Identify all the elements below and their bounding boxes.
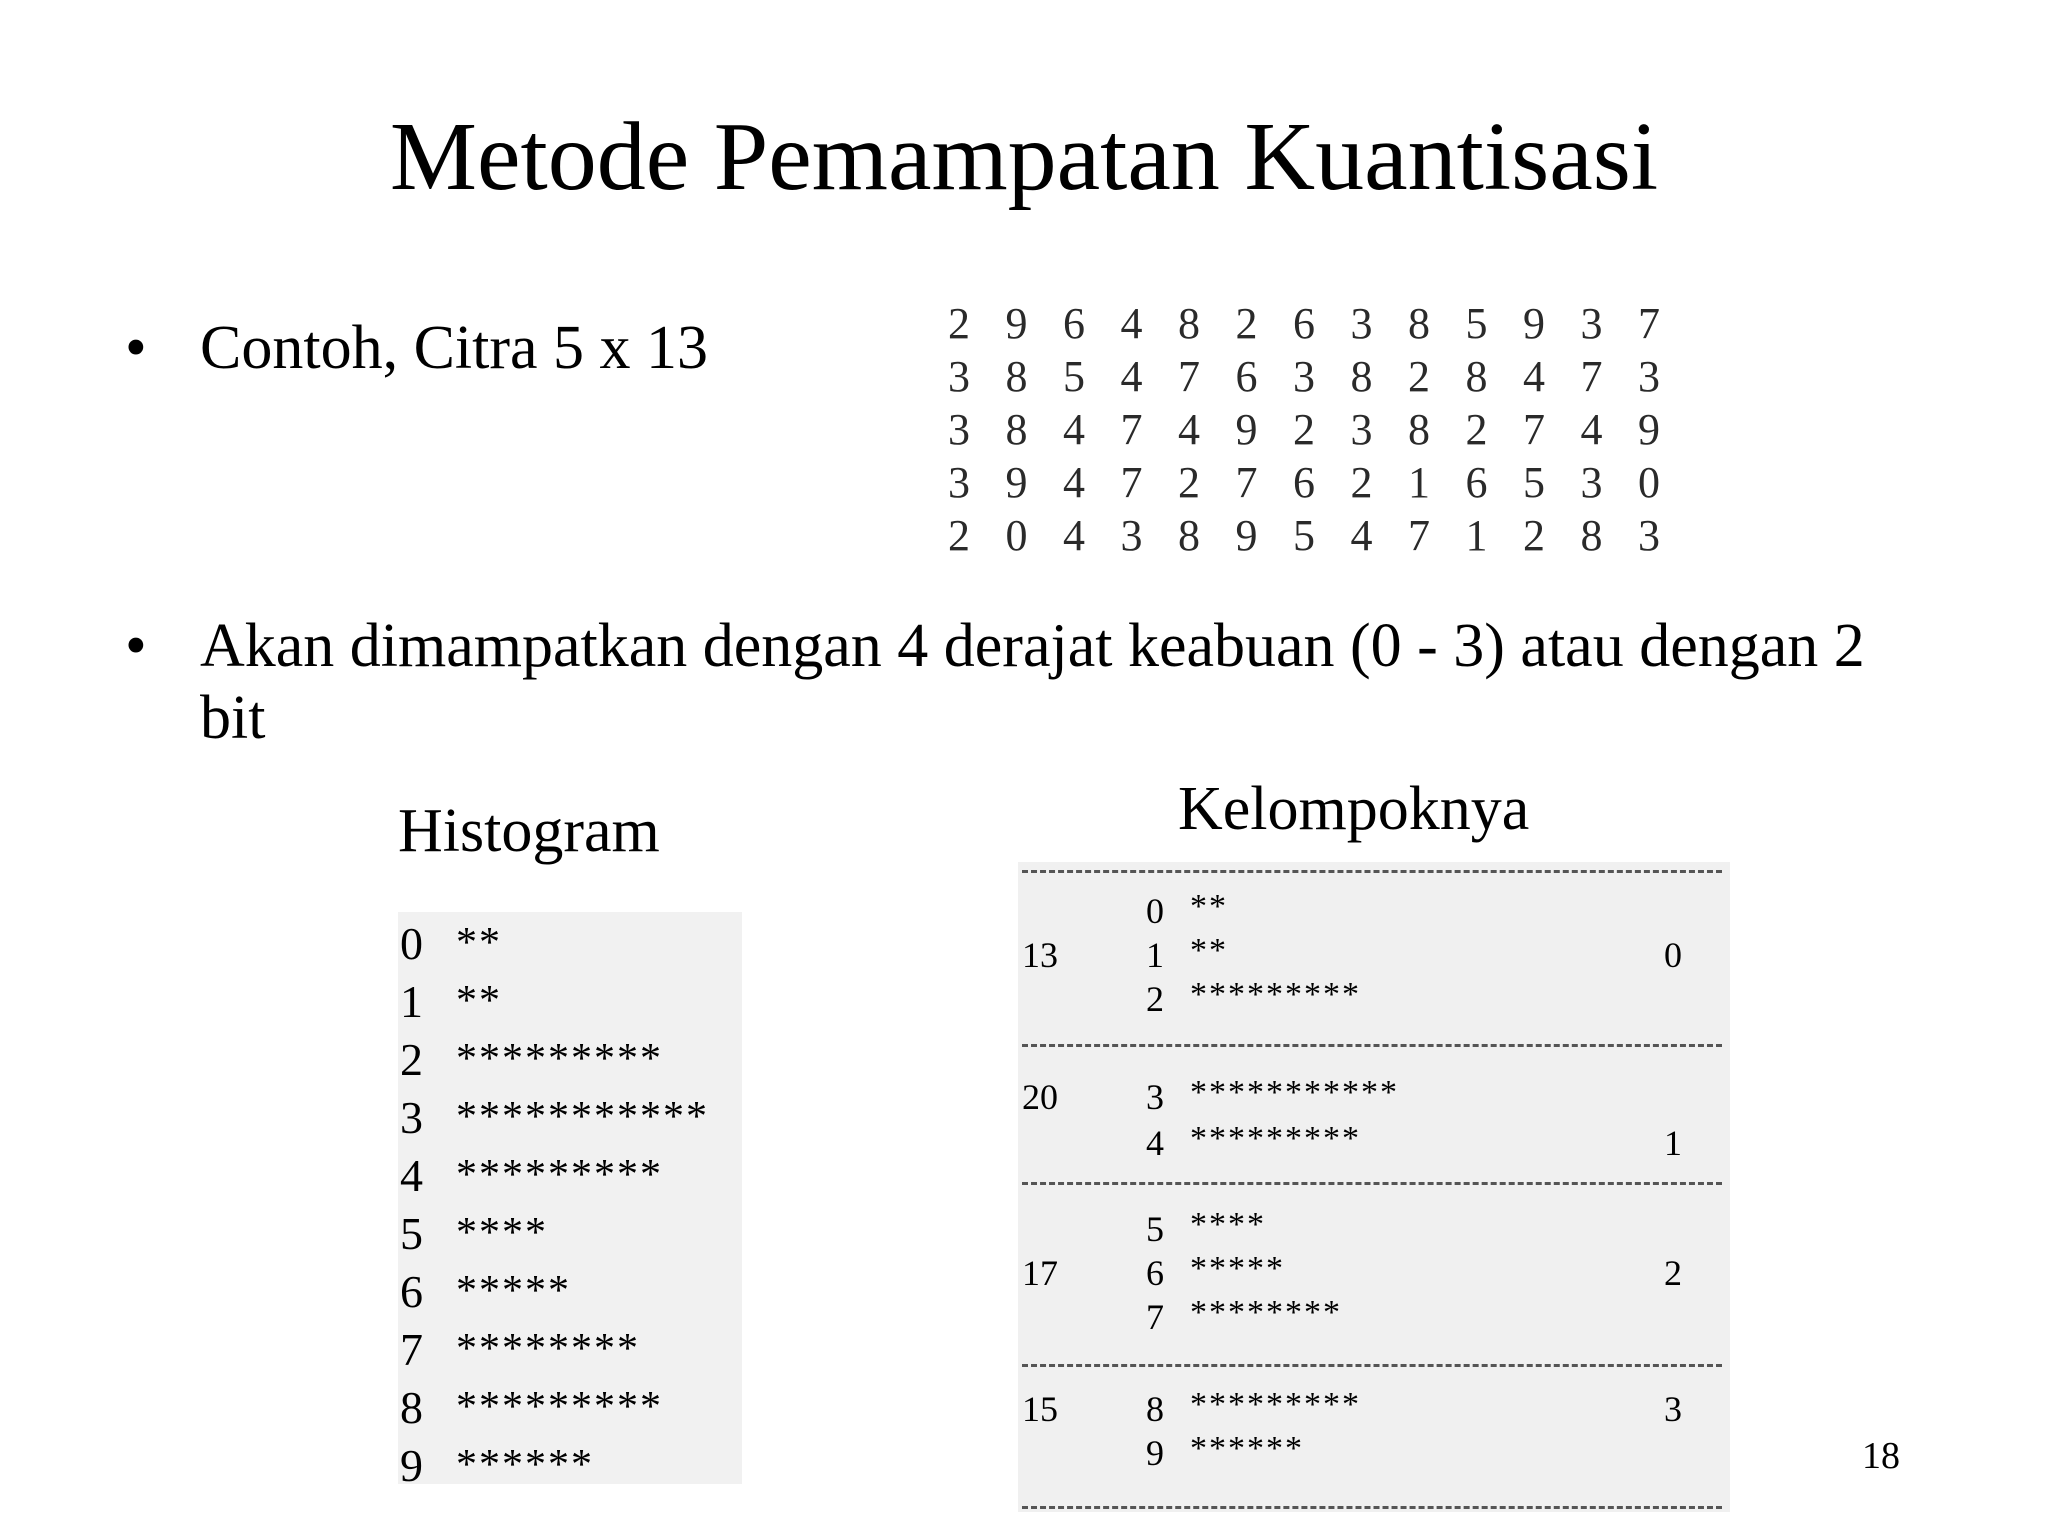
histogram-level: 7	[400, 1323, 423, 1375]
matrix-cell: 9	[1235, 511, 1258, 560]
matrix-cell: 8	[1178, 299, 1200, 348]
histogram-row	[398, 1204, 548, 1262]
group-code: 0	[1664, 935, 1682, 975]
matrix-cell: 7	[1120, 458, 1143, 507]
group-stars: *********	[1190, 1120, 1361, 1157]
group-level: 9	[1146, 1433, 1164, 1473]
matrix-cell: 2	[1523, 511, 1545, 560]
group-level: 5	[1146, 1209, 1164, 1249]
matrix-cell: 3	[948, 458, 970, 507]
histogram-stars: **	[456, 978, 502, 1024]
matrix-cell: 8	[1408, 299, 1430, 348]
matrix-cell: 4	[1580, 405, 1603, 454]
group-level: 1	[1146, 935, 1164, 975]
matrix-cell: 7	[1638, 299, 1660, 348]
group-level: 2	[1146, 979, 1164, 1019]
matrix-cell: 5	[1523, 458, 1545, 507]
matrix-cell: 3	[1580, 299, 1603, 348]
histogram-stars: *********	[456, 1152, 663, 1198]
bullet-text: Contoh, Citra 5 x 13	[200, 314, 709, 382]
matrix-cell: 9	[1235, 405, 1258, 454]
matrix-cell: 3	[1638, 511, 1660, 560]
group-stars: ****	[1190, 1206, 1266, 1243]
matrix-cell: 2	[1293, 405, 1315, 454]
matrix-cell: 7	[1235, 458, 1258, 507]
matrix-cell: 9	[1005, 458, 1028, 507]
histogram-stars: ********	[456, 1326, 640, 1372]
group-code: 2	[1664, 1253, 1682, 1293]
matrix-cell: 1	[1465, 511, 1488, 560]
matrix-cell: 3	[1350, 299, 1373, 348]
group-count: 15	[1022, 1389, 1058, 1429]
group-stars: *****	[1190, 1250, 1285, 1287]
matrix-cell: 4	[1063, 458, 1085, 507]
matrix-cell: 9	[1638, 405, 1660, 454]
histogram-level: 2	[400, 1033, 423, 1085]
matrix-cell: 2	[1350, 458, 1373, 507]
matrix-cell: 7	[1178, 352, 1200, 401]
histogram-stars: *****	[456, 1268, 571, 1314]
matrix-cell: 1	[1408, 458, 1430, 507]
histogram-stars: *********	[456, 1036, 663, 1082]
matrix-cell: 4	[1120, 352, 1143, 401]
histogram-row	[398, 1378, 663, 1436]
matrix-cell: 7	[1408, 511, 1430, 560]
histogram-level: 0	[400, 917, 423, 969]
matrix-cell: 6	[1293, 299, 1315, 348]
matrix-cell: 5	[1063, 352, 1085, 401]
histogram-stars: ******	[456, 1442, 594, 1488]
matrix-cell: 3	[1350, 405, 1373, 454]
group-code: 1	[1664, 1123, 1682, 1163]
histogram-level: 4	[400, 1149, 423, 1201]
group-stars: **	[1190, 888, 1228, 925]
histogram-level: 3	[400, 1091, 423, 1143]
matrix-cell: 3	[1638, 352, 1660, 401]
group-stars: *********	[1190, 1386, 1361, 1423]
bullet-text: Akan dimampatkan dengan 4 derajat keabuan (0 - 3) atau dengan 2 bit	[200, 612, 1865, 752]
histogram-row	[398, 1146, 663, 1204]
histogram-level: 1	[400, 975, 423, 1027]
matrix-cell: 6	[1293, 458, 1315, 507]
group-count: 17	[1022, 1253, 1058, 1293]
bullet-dot: •	[125, 314, 147, 382]
histogram-panel	[398, 912, 742, 1491]
matrix-cell: 3	[1580, 458, 1603, 507]
group-stars: ********	[1190, 1294, 1342, 1331]
matrix-cell: 3	[1120, 511, 1143, 560]
group-level: 4	[1146, 1123, 1164, 1163]
matrix-cell: 4	[1350, 511, 1373, 560]
matrix-cell: 9	[1005, 299, 1028, 348]
bullet-dot: •	[125, 612, 147, 680]
histogram-stars: ****	[456, 1210, 548, 1256]
matrix-cell: 8	[1408, 405, 1430, 454]
histogram-row	[398, 1320, 640, 1378]
groups-panel	[1018, 862, 1730, 1512]
histogram-row	[398, 972, 502, 1030]
matrix-cell: 2	[1408, 352, 1430, 401]
group-stars: ***********	[1190, 1074, 1399, 1111]
matrix-cell: 3	[948, 405, 970, 454]
matrix-cell: 5	[1465, 299, 1488, 348]
histogram-stars: ***********	[456, 1094, 709, 1140]
histogram-stars: *********	[456, 1384, 663, 1430]
matrix-cell: 3	[948, 352, 970, 401]
matrix-cell: 6	[1465, 458, 1488, 507]
matrix-cell: 7	[1523, 405, 1545, 454]
matrix-cell: 4	[1523, 352, 1545, 401]
group-divider	[1022, 870, 1722, 873]
group-count: 20	[1022, 1077, 1058, 1117]
matrix-cell: 4	[1063, 405, 1085, 454]
matrix-cell: 2	[948, 511, 970, 560]
matrix-cell: 8	[1178, 511, 1200, 560]
group-code: 3	[1664, 1389, 1682, 1429]
histogram-level: 8	[400, 1381, 423, 1433]
histogram-level: 9	[400, 1439, 423, 1491]
matrix-cell: 2	[1465, 405, 1488, 454]
group-divider	[1022, 1506, 1722, 1509]
histogram-row	[398, 1030, 663, 1088]
matrix-cell: 6	[1063, 299, 1085, 348]
matrix-cell: 8	[1350, 352, 1373, 401]
group-stars: *********	[1190, 976, 1361, 1013]
group-level: 0	[1146, 891, 1164, 931]
image-matrix	[948, 298, 1696, 563]
matrix-cell: 8	[1005, 352, 1028, 401]
histogram-row	[398, 1262, 571, 1320]
group-stars: **	[1190, 932, 1228, 969]
histogram-stars: **	[456, 920, 502, 966]
histogram-row	[398, 1436, 594, 1494]
group-level: 7	[1146, 1297, 1164, 1337]
matrix-cell: 0	[1638, 458, 1660, 507]
matrix-cell: 8	[1005, 405, 1028, 454]
kelompok-caption: Kelompoknya	[1178, 775, 1530, 843]
slide-title: Metode Pemampatan Kuantisasi	[389, 103, 1659, 211]
group-divider	[1022, 1364, 1722, 1367]
bullet-example	[125, 312, 709, 384]
group-count: 13	[1022, 935, 1058, 975]
bullet-description	[125, 610, 1900, 754]
matrix-cell: 4	[1063, 511, 1085, 560]
histogram-caption: Histogram	[398, 797, 660, 865]
matrix-cell: 4	[1120, 299, 1143, 348]
matrix-cell: 4	[1178, 405, 1200, 454]
matrix-cell: 8	[1580, 511, 1603, 560]
matrix-cell: 2	[948, 299, 970, 348]
matrix-cell: 9	[1523, 299, 1545, 348]
matrix-cell: 3	[1293, 352, 1315, 401]
histogram-row	[398, 914, 502, 972]
group-level: 6	[1146, 1253, 1164, 1293]
group-divider	[1022, 1182, 1722, 1185]
matrix-cell: 7	[1580, 352, 1603, 401]
matrix-cell: 2	[1235, 299, 1258, 348]
matrix-cell: 0	[1005, 511, 1028, 560]
group-level: 3	[1146, 1077, 1164, 1117]
group-stars: ******	[1190, 1430, 1304, 1467]
histogram-level: 6	[400, 1265, 423, 1317]
group-level: 8	[1146, 1389, 1164, 1429]
group-divider	[1022, 1044, 1722, 1047]
histogram-row	[398, 1088, 709, 1146]
matrix-cell: 7	[1120, 405, 1143, 454]
matrix-cell: 6	[1235, 352, 1258, 401]
matrix-cell: 5	[1293, 511, 1315, 560]
matrix-cell: 2	[1178, 458, 1200, 507]
page-number: 18	[1862, 1435, 1900, 1477]
matrix-cell: 8	[1465, 352, 1488, 401]
histogram-level: 5	[400, 1207, 423, 1259]
